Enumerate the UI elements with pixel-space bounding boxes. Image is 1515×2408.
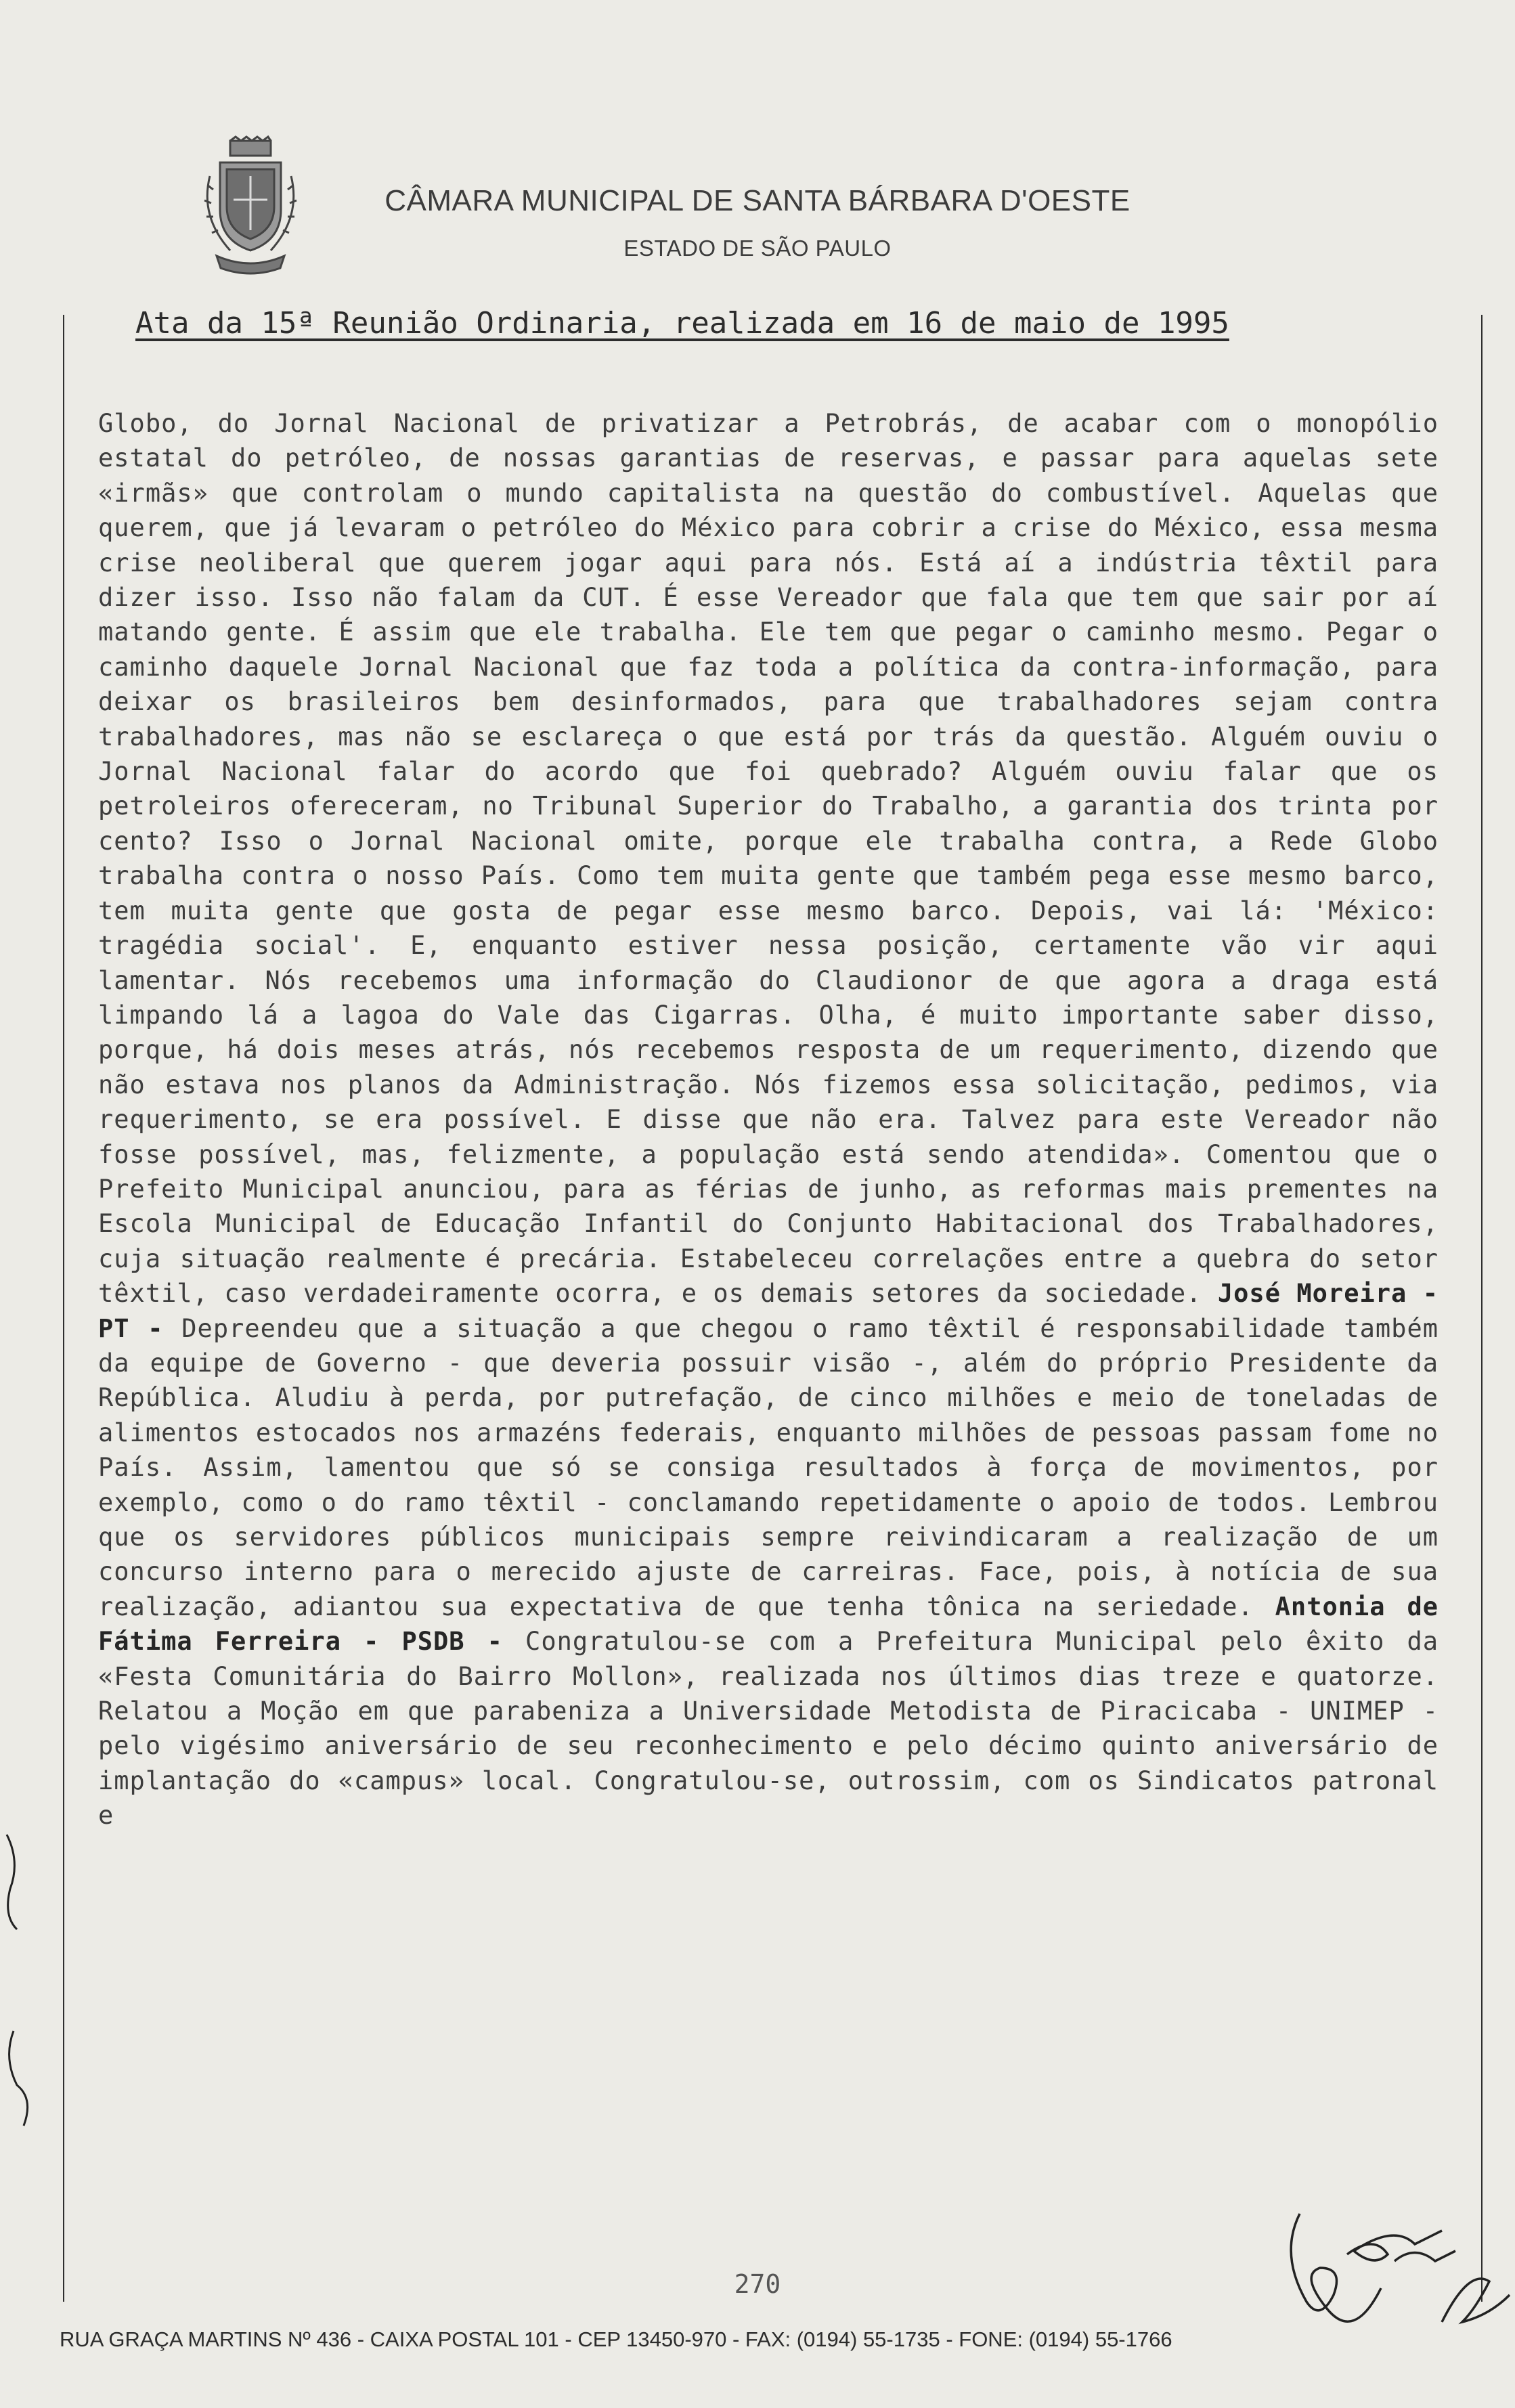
body-paragraph-1: Globo, do Jornal Nacional de privatizar a Petrobrás, de acabar com o monopólio estatal do petróleo, de nossas garantias de reservas, e passar para aquelas sete «irmãs» que controlam o mundo capitalista na questão do combustível. Aquelas que querem, que já levaram o petróleo do México para cobrir a crise do México, essa mesma crise neoliberal que querem jogar aqui para nós. Está aí a indústria têxtil para dizer isso. Isso não falam da CUT. É esse Vereador que fala que tem que sair por aí matando gente. É assim que ele trabalha. Ele tem que pegar o caminho mesmo. Pegar o caminho daquele Jornal Nacional que faz toda a política da contra-informação, para deixar os brasileiros bem desinformados, para que trabalhadores sejam contra trabalhadores, mas não se esclareça o que está por trás da questão. Alguém ouviu o Jornal Nacional falar do acordo que foi quebrado? Alguém ouviu falar que os petroleiros ofereceram, no Tribunal Superior do Trabalho, a garantia dos trinta por cento? Isso o Jornal Nacional omite, porque ele trabalha contra, a Rede Globo trabalha contra o nosso País. Como tem muita gente que também pega esse mesmo barco, tem muita gente que gosta de pegar esse mesmo barco. Depois, vai lá: 'México: tragédia social'. E, enquanto estiver nessa posição, certamente vão vir aqui lamentar. Nós recebemos uma informação do Claudionor de que agora a draga está limpando lá a lagoa do Vale das Cigarras. Olha, é muito importante saber disso, porque, há dois meses atrás, nós recebemos resposta de um requerimento, dizendo que não estava nos planos da Administração. Nós fizemos essa solicitação, pedimos, via requerimento, se era possível. E disse que não era. Talvez para este Vereador não fosse possível, mas, felizmente, a população está sendo atendida». Comentou que o Prefeito Municipal anunciou, para as férias de junho, as reformas mais prementes na Escola Municipal de Educação Infantil do Conjunto Habitacional dos Trabalhadores, cuja situação realmente é precária. Estabeleceu correlações entre a quebra do setor têxtil, caso verdadeiramente ocorra, e os demais setores da sociedade. xyxy=(98,409,1439,1309)
institution-name: CÂMARA MUNICIPAL DE SANTA BÁRBARA D'OESTE xyxy=(385,184,1130,217)
body-paragraph-3: Congratulou-se com a Prefeitura Municipal pelo êxito da «Festa Comunitária do Bairro Mollon», realizada nos últimos dias treze e quatorze. Relatou a Moção em que parabeniza a Universidade Metodista de Piracicaba - UNIMEP - pelo vigésimo aniversário de seu reconhecimento e pelo décimo quinto aniversário de implantação do «campus» local. Congratulou-se, outrossim, com os Sindicatos patronal e xyxy=(98,1627,1439,1831)
minutes-body xyxy=(98,406,1439,1833)
body-paragraph-2: Depreendeu que a situação a que chegou o ramo têxtil é responsabilidade também da equipe de Governo - que deveria possuir visão -, além do próprio Presidente da República. Aludiu à perda, por putrefação, de cinco milhões e meio de toneladas de alimentos estocados nos armazéns federais, enquanto milhões de pessoas passam fome no País. Assim, lamentou que só se consiga resultados à força de movimentos, por exemplo, como o do ramo têxtil - conclamando repetidamente o apoio de todos. Lembrou que os servidores públicos municipais sempre reivindicaram a realização de um concurso interno para o merecido ajuste de carreiras. Face, pois, à notícia de sua realização, adiantou sua expectativa de que tenha tônica na seriedade. xyxy=(98,1313,1439,1621)
minutes-heading: Ata da 15ª Reunião Ordinaria, realizada em 16 de maio de 1995 xyxy=(135,306,1229,341)
footer-address: RUA GRAÇA MARTINS Nº 436 - CAIXA POSTAL 101 - CEP 13450-970 - FAX: (0194) 55-1735 - FONE: (0194) 55-1766 xyxy=(60,2327,1172,2351)
institution-state: ESTADO DE SÃO PAULO xyxy=(623,236,892,261)
signature-mark xyxy=(1273,2187,1515,2349)
left-border-line xyxy=(63,315,64,2302)
margin-signature-mark xyxy=(0,1828,41,2132)
letterhead xyxy=(0,184,1515,261)
page-number: 270 xyxy=(734,2269,781,2299)
speaker-name-2: Antonia de Fátima Ferreira - PSDB - xyxy=(98,1592,1439,1657)
right-border-line xyxy=(1481,315,1483,2302)
speaker-name-1: José Moreira - PT - xyxy=(98,1279,1439,1343)
